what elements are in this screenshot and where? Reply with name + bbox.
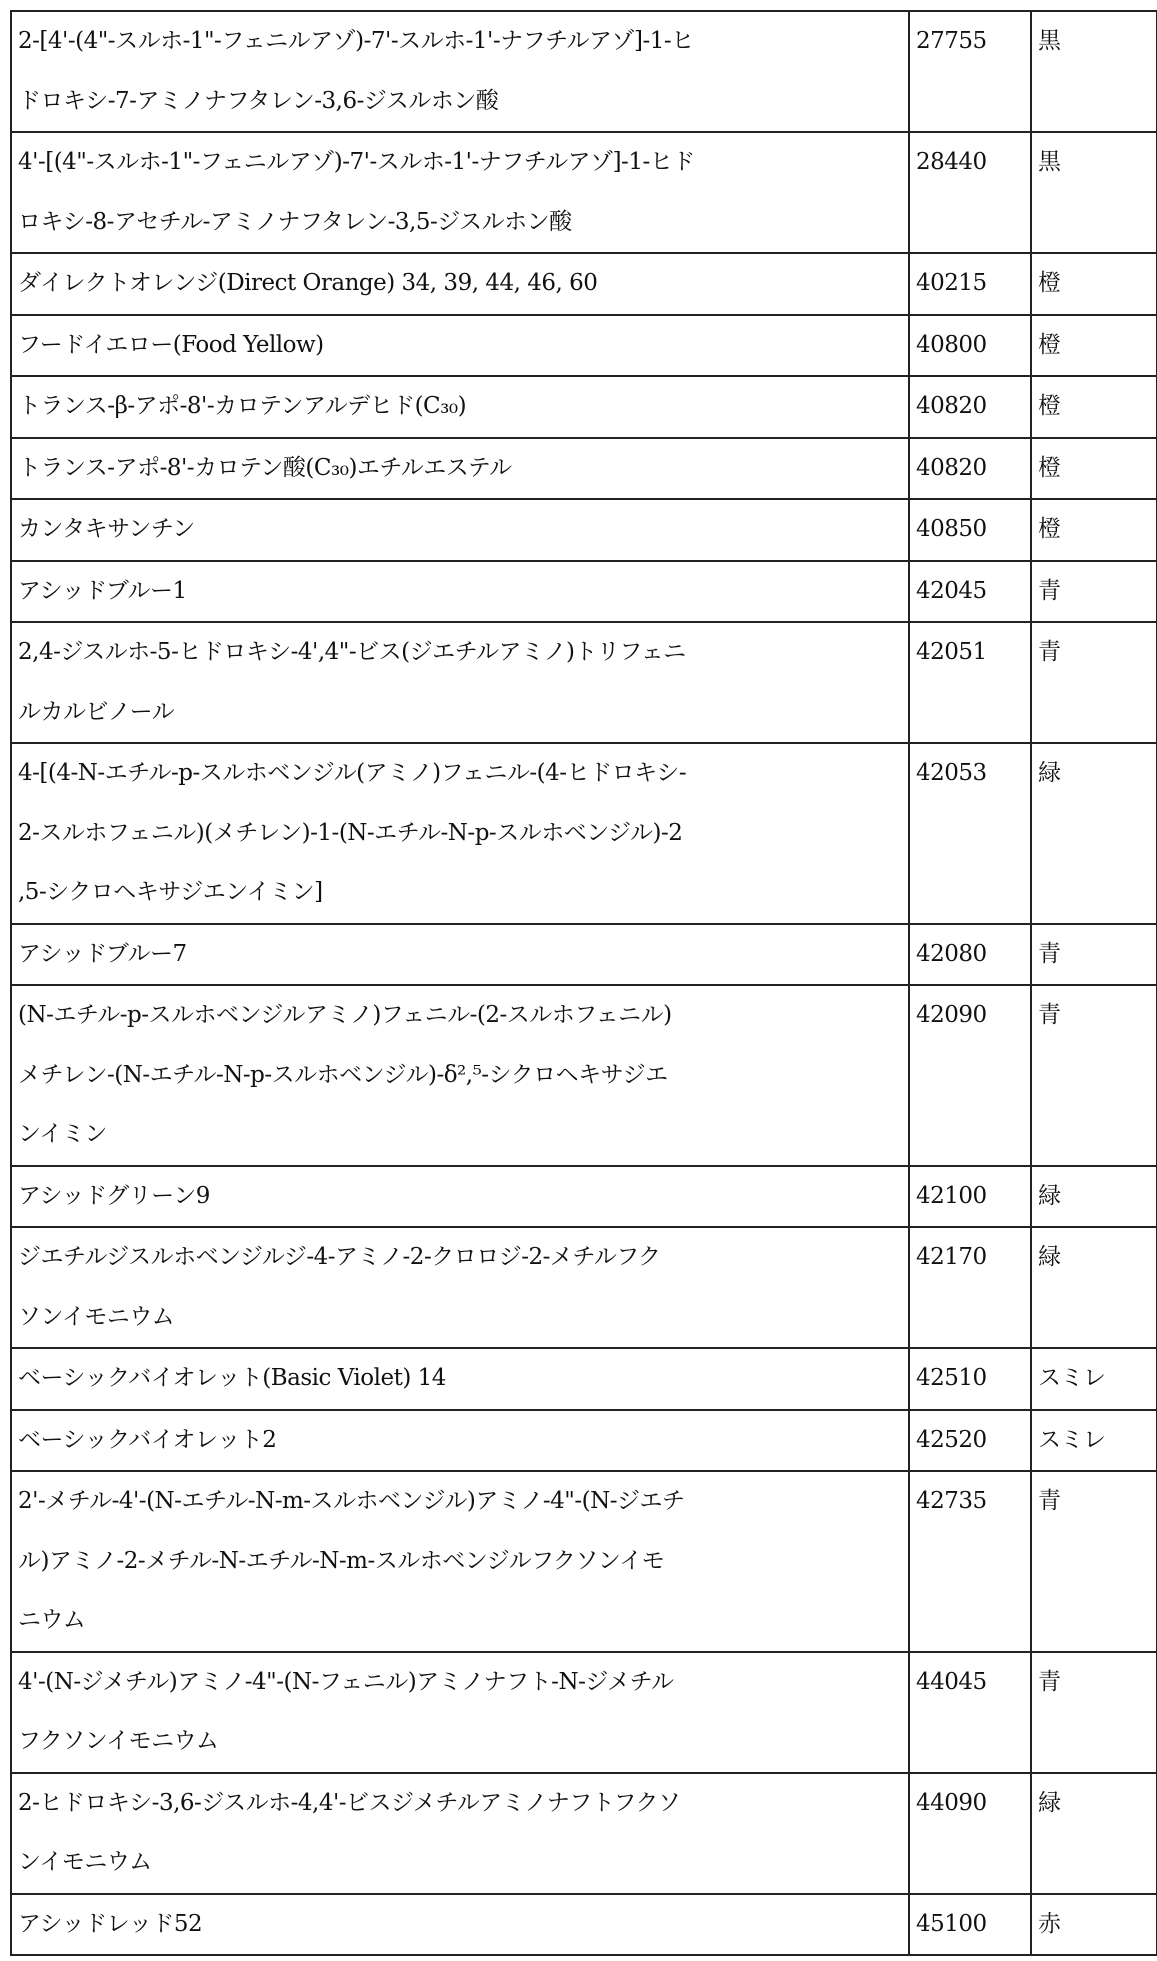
color-index-number: 42100 xyxy=(916,1167,1030,1227)
dye-name-cell xyxy=(11,499,909,561)
color-index-cell xyxy=(909,132,1031,253)
color-name: 青 xyxy=(1038,1653,1156,1713)
color-cell xyxy=(1031,438,1157,500)
color-index-cell xyxy=(909,743,1031,924)
color-cell xyxy=(1031,499,1157,561)
color-name: 黒 xyxy=(1038,133,1156,193)
table-row xyxy=(11,1166,1157,1228)
dye-name-cell xyxy=(11,376,909,438)
color-index-number: 42045 xyxy=(916,562,1030,622)
color-index-cell xyxy=(909,985,1031,1166)
table-row xyxy=(11,1894,1157,1956)
dye-name-cell xyxy=(11,11,909,132)
color-index-cell xyxy=(909,11,1031,132)
color-name: 橙 xyxy=(1038,254,1156,314)
dye-name-line: ロキシ-8-アセチル-アミノナフタレン-3,5-ジスルホン酸 xyxy=(18,193,908,253)
dye-name-cell xyxy=(11,743,909,924)
dye-name-line: アシッドブルー7 xyxy=(18,925,908,985)
dye-table xyxy=(10,10,1157,1956)
dye-name-line: ,5-シクロヘキサジエンイミン] xyxy=(18,863,908,923)
dye-name-line: 4-[(4-N-エチル-p-スルホベンジル(アミノ)フェニル-(4-ヒドロキシ- xyxy=(18,744,908,804)
dye-name-line: ンイミン xyxy=(18,1105,908,1165)
color-index-cell xyxy=(909,1348,1031,1410)
color-index-cell xyxy=(909,1894,1031,1956)
dye-name-cell xyxy=(11,438,909,500)
color-index-number: 42735 xyxy=(916,1472,1030,1532)
table-row xyxy=(11,438,1157,500)
color-index-number: 28440 xyxy=(916,133,1030,193)
dye-name-line: 2-スルホフェニル)(メチレン)-1-(N-エチル-N-p-スルホベンジル)-2 xyxy=(18,804,908,864)
dye-name-line: アシッドグリーン9 xyxy=(18,1167,908,1227)
color-name: 青 xyxy=(1038,986,1156,1046)
color-cell xyxy=(1031,1348,1157,1410)
color-index-cell xyxy=(909,622,1031,743)
color-index-number: 42170 xyxy=(916,1228,1030,1288)
color-cell xyxy=(1031,985,1157,1166)
dye-name-line: ダイレクトオレンジ(Direct Orange) 34, 39, 44, 46, 60 xyxy=(18,254,908,314)
color-cell xyxy=(1031,376,1157,438)
color-index-cell xyxy=(909,561,1031,623)
table-row xyxy=(11,622,1157,743)
color-index-cell xyxy=(909,924,1031,986)
table-row xyxy=(11,1227,1157,1348)
dye-name-line: ベーシックバイオレット2 xyxy=(18,1411,908,1471)
table-row xyxy=(11,924,1157,986)
dye-name-line: ドロキシ-7-アミノナフタレン-3,6-ジスルホン酸 xyxy=(18,72,908,132)
color-cell xyxy=(1031,1166,1157,1228)
color-index-cell xyxy=(909,376,1031,438)
dye-name-line: フクソンイモニウム xyxy=(18,1712,908,1772)
color-name: 赤 xyxy=(1038,1895,1156,1955)
color-index-number: 27755 xyxy=(916,12,1030,72)
dye-name-cell xyxy=(11,561,909,623)
dye-name-line: 2-ヒドロキシ-3,6-ジスルホ-4,4'-ビスジメチルアミノナフトフクソ xyxy=(18,1774,908,1834)
color-index-number: 40215 xyxy=(916,254,1030,314)
color-index-cell xyxy=(909,1773,1031,1894)
dye-name-line: メチレン-(N-エチル-N-p-スルホベンジル)-δ²,⁵-シクロヘキサジエ xyxy=(18,1046,908,1106)
dye-name-cell xyxy=(11,1471,909,1652)
dye-name-cell xyxy=(11,253,909,315)
dye-name-cell xyxy=(11,315,909,377)
color-cell xyxy=(1031,11,1157,132)
color-cell xyxy=(1031,1894,1157,1956)
table-row xyxy=(11,561,1157,623)
color-index-cell xyxy=(909,1166,1031,1228)
color-cell xyxy=(1031,315,1157,377)
dye-name-line: アシッドブルー1 xyxy=(18,562,908,622)
dye-name-cell xyxy=(11,1348,909,1410)
dye-name-line: ソンイモニウム xyxy=(18,1288,908,1348)
color-cell xyxy=(1031,132,1157,253)
dye-name-line: ル)アミノ-2-メチル-N-エチル-N-m-スルホベンジルフクソンイモ xyxy=(18,1532,908,1592)
color-cell xyxy=(1031,561,1157,623)
color-index-number: 42080 xyxy=(916,925,1030,985)
color-name: 青 xyxy=(1038,925,1156,985)
table-row xyxy=(11,1471,1157,1652)
dye-name-line: 2'-メチル-4'-(N-エチル-N-m-スルホベンジル)アミノ-4"-(N-ジエチ xyxy=(18,1472,908,1532)
dye-name-line: フードイエロー(Food Yellow) xyxy=(18,316,908,376)
dye-name-line: トランス-β-アポ-8'-カロテンアルデヒド(C₃₀) xyxy=(18,377,908,437)
color-name: 青 xyxy=(1038,623,1156,683)
dye-name-cell xyxy=(11,132,909,253)
dye-name-line: ルカルビノール xyxy=(18,683,908,743)
table-row xyxy=(11,985,1157,1166)
color-index-number: 42051 xyxy=(916,623,1030,683)
table-row xyxy=(11,743,1157,924)
color-name: 橙 xyxy=(1038,377,1156,437)
dye-name-line: 2,4-ジスルホ-5-ヒドロキシ-4',4"-ビス(ジエチルアミノ)トリフェニ xyxy=(18,623,908,683)
color-name: 橙 xyxy=(1038,439,1156,499)
color-cell xyxy=(1031,1227,1157,1348)
color-index-cell xyxy=(909,438,1031,500)
table-row xyxy=(11,1652,1157,1773)
color-index-number: 42520 xyxy=(916,1411,1030,1471)
color-index-cell xyxy=(909,253,1031,315)
dye-name-cell xyxy=(11,1410,909,1472)
table-row xyxy=(11,1410,1157,1472)
table-row xyxy=(11,315,1157,377)
dye-name-line: 2-[4'-(4"-スルホ-1"-フェニルアゾ)-7'-スルホ-1'-ナフチルアゾ]-1-ヒ xyxy=(18,12,908,72)
dye-name-line: カンタキサンチン xyxy=(18,500,908,560)
color-name: 橙 xyxy=(1038,500,1156,560)
dye-name-cell xyxy=(11,622,909,743)
table-row xyxy=(11,11,1157,132)
color-index-cell xyxy=(909,315,1031,377)
dye-name-line: (N-エチル-p-スルホベンジルアミノ)フェニル-(2-スルホフェニル) xyxy=(18,986,908,1046)
color-name: 緑 xyxy=(1038,1228,1156,1288)
dye-name-cell xyxy=(11,1894,909,1956)
color-index-cell xyxy=(909,1471,1031,1652)
table-row xyxy=(11,1348,1157,1410)
color-name: 黒 xyxy=(1038,12,1156,72)
color-cell xyxy=(1031,924,1157,986)
table-row xyxy=(11,499,1157,561)
dye-name-line: 4'-(N-ジメチル)アミノ-4"-(N-フェニル)アミノナフト-N-ジメチル xyxy=(18,1653,908,1713)
color-index-number: 40820 xyxy=(916,377,1030,437)
color-cell xyxy=(1031,253,1157,315)
color-cell xyxy=(1031,1773,1157,1894)
color-index-cell xyxy=(909,1652,1031,1773)
dye-name-line: アシッドレッド52 xyxy=(18,1895,908,1955)
color-cell xyxy=(1031,1471,1157,1652)
color-name: 青 xyxy=(1038,562,1156,622)
table-row xyxy=(11,376,1157,438)
dye-name-line: ニウム xyxy=(18,1591,908,1651)
dye-name-line: ベーシックバイオレット(Basic Violet) 14 xyxy=(18,1349,908,1409)
color-index-cell xyxy=(909,1410,1031,1472)
dye-name-cell xyxy=(11,1166,909,1228)
color-index-number: 42090 xyxy=(916,986,1030,1046)
color-cell xyxy=(1031,1652,1157,1773)
color-name: 緑 xyxy=(1038,1774,1156,1834)
dye-name-line: ジエチルジスルホベンジルジ-4-アミノ-2-クロロジ-2-メチルフク xyxy=(18,1228,908,1288)
color-index-cell xyxy=(909,1227,1031,1348)
table-row xyxy=(11,1773,1157,1894)
color-index-cell xyxy=(909,499,1031,561)
dye-name-line: 4'-[(4"-スルホ-1"-フェニルアゾ)-7'-スルホ-1'-ナフチルアゾ]-1-ヒド xyxy=(18,133,908,193)
color-index-number: 44045 xyxy=(916,1653,1030,1713)
color-name: 橙 xyxy=(1038,316,1156,376)
table-row xyxy=(11,253,1157,315)
dye-name-cell xyxy=(11,1652,909,1773)
dye-name-line: トランス-アポ-8'-カロテン酸(C₃₀)エチルエステル xyxy=(18,439,908,499)
color-name: スミレ xyxy=(1038,1411,1156,1471)
dye-name-cell xyxy=(11,924,909,986)
color-cell xyxy=(1031,622,1157,743)
dye-table-body xyxy=(11,11,1157,1955)
dye-name-cell xyxy=(11,985,909,1166)
color-name: 緑 xyxy=(1038,744,1156,804)
color-name: 緑 xyxy=(1038,1167,1156,1227)
color-index-number: 40850 xyxy=(916,500,1030,560)
color-index-number: 45100 xyxy=(916,1895,1030,1955)
table-row xyxy=(11,132,1157,253)
color-index-number: 42510 xyxy=(916,1349,1030,1409)
color-cell xyxy=(1031,743,1157,924)
color-index-number: 40800 xyxy=(916,316,1030,376)
dye-name-cell xyxy=(11,1227,909,1348)
color-name: 青 xyxy=(1038,1472,1156,1532)
dye-name-cell xyxy=(11,1773,909,1894)
color-index-number: 42053 xyxy=(916,744,1030,804)
color-index-number: 44090 xyxy=(916,1774,1030,1834)
color-index-number: 40820 xyxy=(916,439,1030,499)
color-name: スミレ xyxy=(1038,1349,1156,1409)
color-cell xyxy=(1031,1410,1157,1472)
dye-name-line: ンイモニウム xyxy=(18,1833,908,1893)
